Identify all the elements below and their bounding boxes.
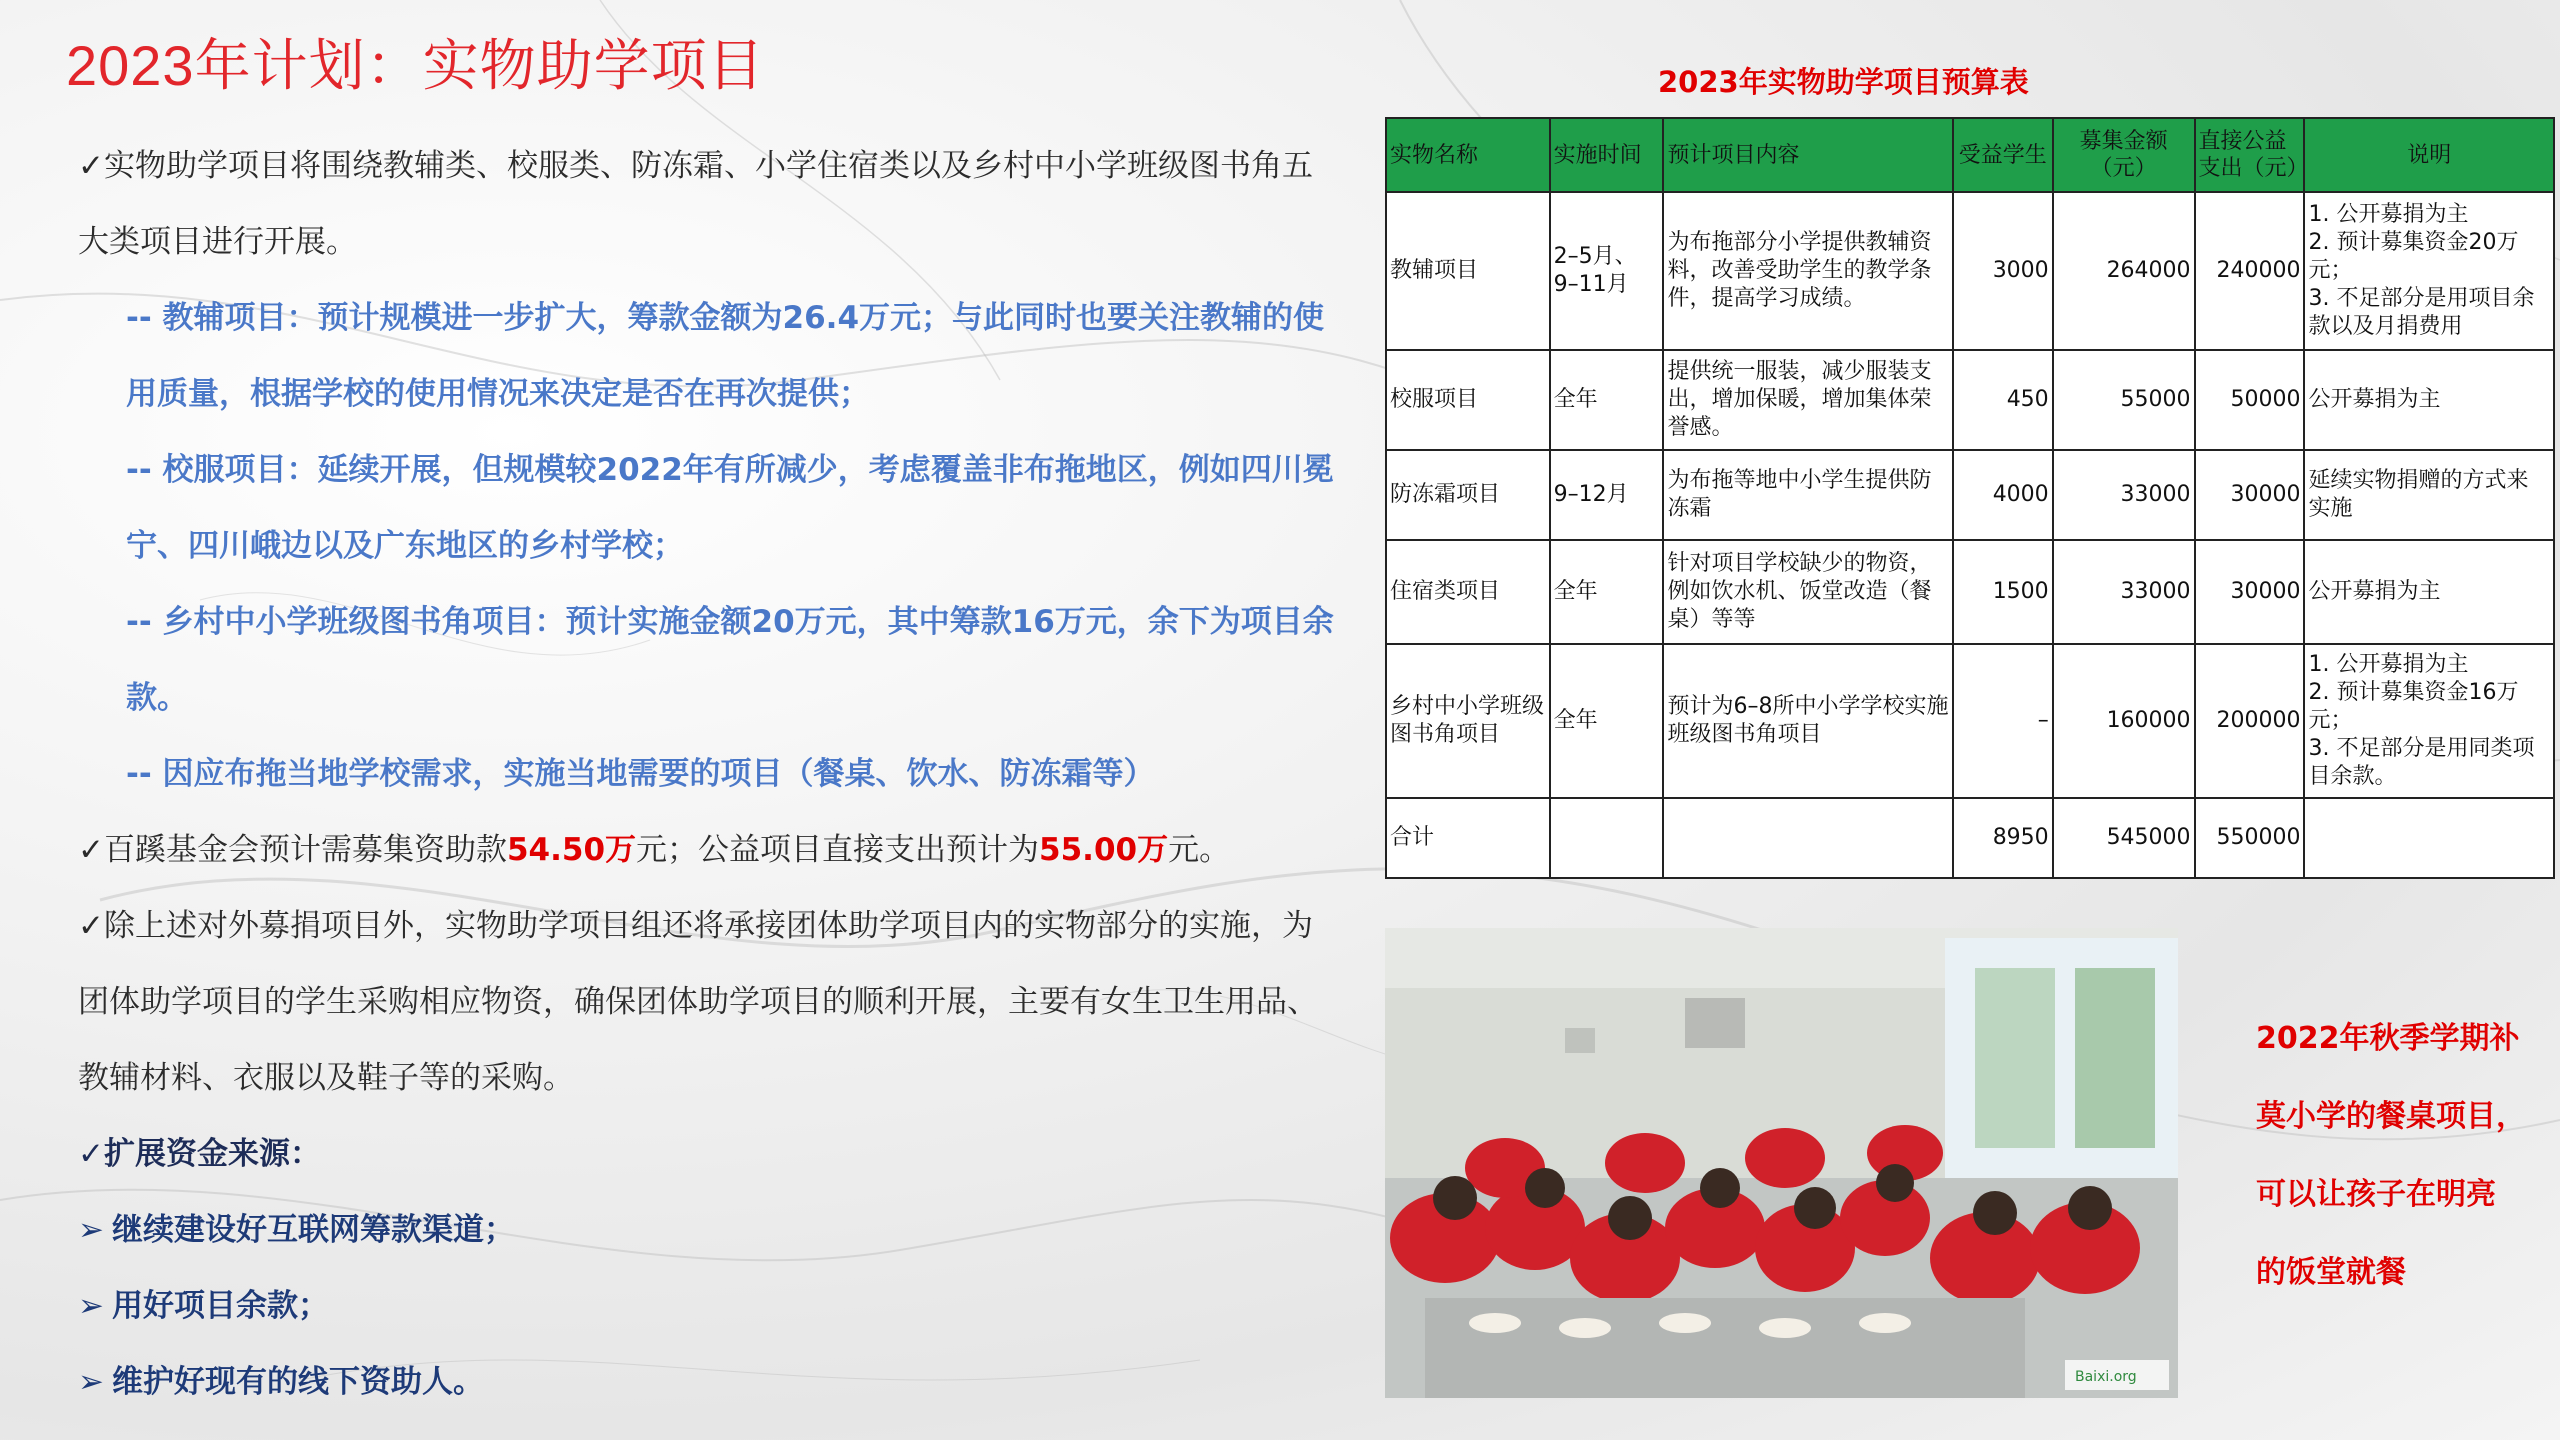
table-cell: 全年: [1550, 644, 1664, 798]
table-row: [1386, 540, 2554, 644]
canteen-photo-illustration: [1385, 928, 2178, 1398]
table-cell: 为布拖等地中小学生提供防冻霜: [1663, 450, 1952, 540]
table-cell: 全年: [1550, 540, 1664, 644]
budget-table: [1385, 117, 2555, 879]
table-cell: 住宿类项目: [1386, 540, 1550, 644]
table-cell: 160000: [2053, 644, 2195, 798]
page-title: 2023年计划：实物助学项目: [66, 34, 765, 97]
table-cell: 4000: [1953, 450, 2053, 540]
table-cell: [1663, 798, 1952, 878]
table-cell: 30000: [2195, 450, 2305, 540]
table-cell: 1. 公开募捐为主 2. 预计募集资金16万元； 3. 不足部分是用同类项目余款。: [2304, 644, 2554, 798]
tutoring-item: -- 教辅项目：预计规模进一步扩大，筹款金额为26.4万元；与此同时也要关注教辅的使用质量，根据学校的使用情况来决定是否在再次提供；: [126, 300, 1325, 412]
table-cell: 全年: [1550, 350, 1664, 450]
funding-summary: ✓百蹊基金会预计需募集资助款54.50万元；公益项目直接支出预计为55.00万元。: [78, 832, 1231, 868]
table-cell: 预计为6–8所中小学学校实施班级图书角项目: [1663, 644, 1952, 798]
intro-paragraph: ✓实物助学项目将围绕教辅类、校服类、防冻霜、小学住宿类以及乡村中小学班级图书角五大类项目进行开展。: [78, 148, 1313, 260]
header-cell: 直接公益支出（元）: [2195, 118, 2305, 192]
table-cell: 450: [1953, 350, 2053, 450]
table-cell: [1550, 798, 1664, 878]
table-cell: 30000: [2195, 540, 2305, 644]
header-cell: 受益学生: [1953, 118, 2053, 192]
photo-caption: 2022年秋季学期补 莫小学的餐桌项目， 可以让孩子在明亮 的饭堂就餐: [2256, 1021, 2526, 1290]
table-cell: 延续实物捐赠的方式来实施: [2304, 450, 2554, 540]
canteen-photo: [1385, 928, 2178, 1398]
table-row: [1386, 350, 2554, 450]
table-cell: 针对项目学校缺少的物资，例如饮水机、饭堂改造（餐桌）等等: [1663, 540, 1952, 644]
table-cell: 提供统一服装，减少服装支出，增加保暖，增加集体荣誉感。: [1663, 350, 1952, 450]
table-cell: 防冻霜项目: [1386, 450, 1550, 540]
table-cell: –: [1953, 644, 2053, 798]
table-cell: 公开募捐为主: [2304, 350, 2554, 450]
table-cell: 公开募捐为主: [2304, 540, 2554, 644]
table-cell: 550000: [2195, 798, 2305, 878]
plan-text: [78, 128, 1340, 1420]
table-cell: 200000: [2195, 644, 2305, 798]
header-cell: 实物名称: [1386, 118, 1550, 192]
table-cell: 乡村中小学班级图书角项目: [1386, 644, 1550, 798]
table-cell: 50000: [2195, 350, 2305, 450]
arrow-bullet-icon: ➢: [78, 1364, 104, 1400]
uniform-item: -- 校服项目：延续开展，但规模较2022年有所减少，考虑覆盖非布拖地区，例如四川冕宁、四川峨边以及广东地区的乡村学校；: [126, 452, 1334, 564]
header-cell: 实施时间: [1550, 118, 1664, 192]
table-cell: 33000: [2053, 450, 2195, 540]
header-cell: 募集金额（元）: [2053, 118, 2195, 192]
group-aid-paragraph: ✓除上述对外募捐项目外，实物助学项目组还将承接团体助学项目内的实物部分的实施，为团体助学项目的学生采购相应物资，确保团体助学项目的顺利开展，主要有女生卫生用品、教辅材料、衣服以及鞋子等的采购。: [78, 908, 1318, 1096]
table-cell: 1500: [1953, 540, 2053, 644]
expand-funding-heading: ✓扩展资金来源：: [78, 1136, 321, 1172]
library-item: -- 乡村中小学班级图书角项目：预计实施金额20万元，其中筹款16万元，余下为项目余款。: [126, 604, 1334, 716]
table-cell: 33000: [2053, 540, 2195, 644]
table-row: [1386, 192, 2554, 350]
local-needs-item: -- 因应布拖当地学校需求，实施当地需要的项目（餐桌、饮水、防冻霜等）: [126, 756, 1155, 792]
table-cell: 1. 公开募捐为主 2. 预计募集资金20万元； 3. 不足部分是用项目余款以及月捐费用: [2304, 192, 2554, 350]
table-cell: 264000: [2053, 192, 2195, 350]
table-cell: 校服项目: [1386, 350, 1550, 450]
table-cell: 8950: [1953, 798, 2053, 878]
table-cell: 545000: [2053, 798, 2195, 878]
table-cell: 合计: [1386, 798, 1550, 878]
table-header-row: [1386, 118, 2554, 192]
arrow-bullet-icon: ➢: [78, 1288, 104, 1324]
table-cell: 240000: [2195, 192, 2305, 350]
table-cell: 9–12月: [1550, 450, 1664, 540]
table-cell: [2304, 798, 2554, 878]
table-row: [1386, 450, 2554, 540]
table-cell: 教辅项目: [1386, 192, 1550, 350]
table-cell: 为布拖部分小学提供教辅资料，改善受助学生的教学条件，提高学习成绩。: [1663, 192, 1952, 350]
header-cell: 预计项目内容: [1663, 118, 1952, 192]
table-cell: 3000: [1953, 192, 2053, 350]
bullet-item: ➢ 继续建设好互联网筹款渠道；: [78, 1192, 1340, 1268]
bullet-item: ➢ 维护好现有的线下资助人。: [78, 1344, 1340, 1420]
header-cell: 说明: [2304, 118, 2554, 192]
table-cell: 2–5月、9–11月: [1550, 192, 1664, 350]
table-cell: 55000: [2053, 350, 2195, 450]
table-title: 2023年实物助学项目预算表: [1658, 65, 2029, 99]
table-row: [1386, 798, 2554, 878]
photo-watermark: Baixi.org: [2075, 1369, 2137, 1385]
table-row: [1386, 644, 2554, 798]
bullet-item: ➢ 用好项目余款；: [78, 1268, 1340, 1344]
arrow-bullet-icon: ➢: [78, 1212, 104, 1248]
